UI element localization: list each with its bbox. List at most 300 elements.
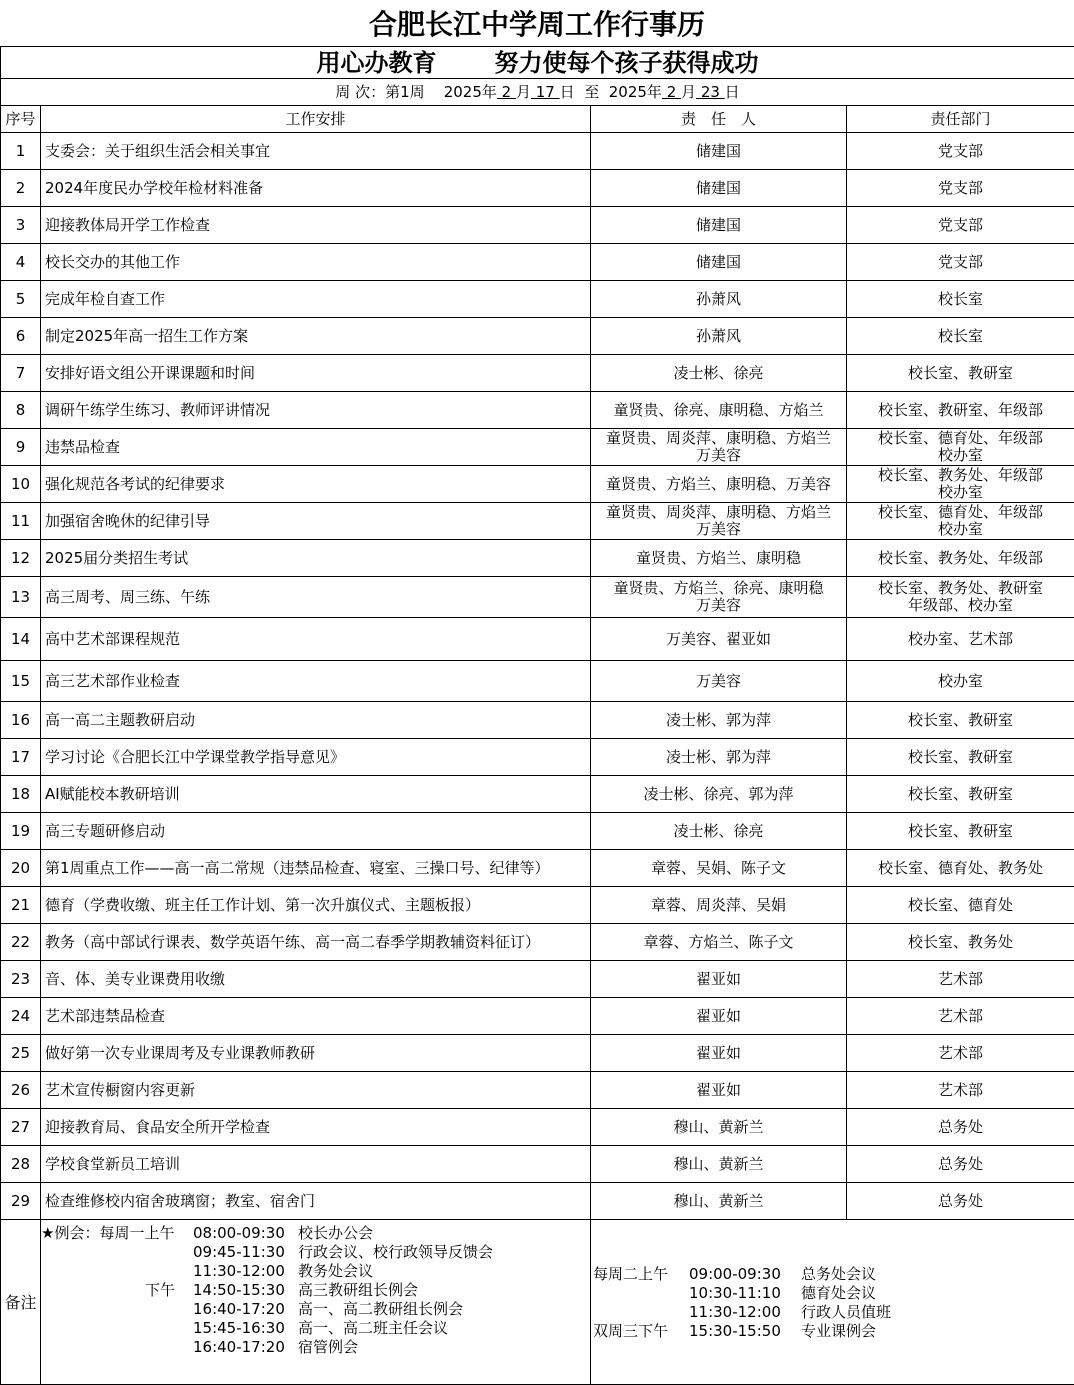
row-dept-value: 校长室、教研室 [907,710,1013,729]
row-seq-value: 6 [15,326,26,345]
row-person-value: 童贤贵、方焰兰、康明稳、万美容 [605,474,831,493]
row-person [591,318,847,355]
row-task-value: 高三专题研修启动 [45,821,166,840]
note-item: 高三教研组长例会 [298,1281,419,1299]
row-dept [847,887,1074,924]
row-task [41,850,591,887]
header-seq: 序号 [1,106,41,133]
note-prefix: 每周二上午 [593,1265,669,1283]
row-person [591,1183,847,1220]
start-year: 2025年 [443,82,497,101]
row-task [41,540,591,577]
row-dept-value: 校长室、教务处、教研室 [877,579,1043,597]
table-row [1,998,1074,1035]
row-person-value: 储建国 [695,178,741,197]
row-person-value: 万美容、翟亚如 [665,629,771,648]
table-row [1,355,1074,392]
row-seq [1,392,41,429]
row-task [41,661,591,702]
row-task-value: 迎接教体局开学工作检查 [45,215,211,234]
row-person-value: 童贤贵、周炎萍、康明稳、方焰兰 [605,503,831,521]
row-task-value: 第1周重点工作——高一高二常规（违禁品检查、寝室、三操口号、纪律等） [45,858,550,877]
row-person [591,1035,847,1072]
row-person [591,776,847,813]
row-seq-value: 14 [10,629,31,648]
row-seq [1,244,41,281]
row-seq-value: 17 [10,747,31,766]
row-dept-value: 总务处 [937,1191,983,1210]
row-person [591,850,847,887]
note-time: 09:00-09:30 [689,1265,781,1283]
row-person-value-2: 万美容 [695,446,741,464]
start-day: 17 [531,82,560,101]
row-task-value: 完成年检自查工作 [45,289,166,308]
row-dept-value: 艺术部 [937,1080,983,1099]
row-task [41,776,591,813]
row-dept [847,429,1074,466]
row-person-value: 童贤贵、方焰兰、康明稳 [635,548,801,567]
row-task-value: 检查维修校内宿舍玻璃窗；教室、宿舍门 [45,1191,316,1210]
row-dept-value: 艺术部 [937,1043,983,1062]
row-seq [1,887,41,924]
row-task [41,887,591,924]
row-dept [847,739,1074,776]
row-dept [847,207,1074,244]
row-task-value: 2025届分类招生考试 [45,548,189,567]
row-person-value: 凌士彬、徐亮 [673,821,764,840]
row-dept-value: 校长室 [937,326,983,345]
row-seq [1,618,41,661]
row-task [41,244,591,281]
row-dept-value: 校办室、艺术部 [907,629,1013,648]
table-row [1,887,1074,924]
row-task [41,961,591,998]
note-time: 09:45-11:30 [193,1243,285,1261]
table-row [1,776,1074,813]
row-seq [1,702,41,739]
row-seq-value: 29 [10,1191,31,1210]
table-row [1,540,1074,577]
row-task-value: 支委会：关于组织生活会相关事宜 [45,141,271,160]
row-seq-value: 25 [10,1043,31,1062]
row-seq-value: 27 [10,1117,31,1136]
row-seq [1,661,41,702]
row-dept-value: 党支部 [937,178,983,197]
week-row [1,79,1074,106]
row-seq [1,1072,41,1109]
note-item: 专业课例会 [801,1322,877,1340]
row-person [591,207,847,244]
row-person-value: 凌士彬、郭为萍 [665,710,771,729]
row-seq [1,318,41,355]
note-item: 总务处会议 [801,1265,877,1283]
row-task [41,1109,591,1146]
table-row [1,170,1074,207]
notes-row [1,1220,1074,1385]
row-person [591,924,847,961]
row-dept [847,850,1074,887]
row-dept [847,813,1074,850]
row-task [41,702,591,739]
week-label: 周 次： [335,82,386,101]
row-person-value: 储建国 [695,215,741,234]
row-task [41,170,591,207]
row-seq-value: 23 [10,969,31,988]
row-dept-value: 校长室、德育处、年级部 [877,429,1043,447]
row-person-value-2: 万美容 [695,520,741,538]
header-dept: 责任部门 [847,106,1074,133]
row-seq-value: 2 [15,178,26,197]
row-person-value: 凌士彬、郭为萍 [665,747,771,766]
row-task-value: 高中艺术部课程规范 [45,629,181,648]
schedule-table [0,46,1074,1385]
row-dept-value: 校长室、教务处、年级部 [877,548,1043,567]
row-person-value: 凌士彬、徐亮、郭为萍 [643,784,794,803]
row-task-value: 艺术宣传橱窗内容更新 [45,1080,196,1099]
row-person [591,466,847,503]
notes-weekly-meetings [41,1220,591,1385]
row-dept [847,577,1074,618]
note-item: 德育处会议 [801,1284,877,1302]
row-seq-value: 1 [15,141,26,160]
row-task [41,466,591,503]
row-dept [847,355,1074,392]
row-seq-value: 18 [10,784,31,803]
table-row [1,466,1074,503]
row-dept-value: 校长室、教研室、年级部 [877,400,1043,419]
notes-label: 备注 [1,1220,41,1385]
row-dept [847,661,1074,702]
header-person: 责 任 人 [591,106,847,133]
row-seq-value: 9 [15,437,26,456]
row-person-value: 孙萧风 [695,289,741,308]
table-row [1,244,1074,281]
row-dept-value: 校长室、德育处、年级部 [877,503,1043,521]
row-seq-value: 20 [10,858,31,877]
row-seq-value: 11 [10,511,31,530]
row-task [41,355,591,392]
start-day-char: 日 [559,82,575,101]
row-task-value: 安排好语文组公开课课题和时间 [45,363,256,382]
row-person-value: 翟亚如 [695,1080,741,1099]
end-year: 2025年 [608,82,662,101]
row-seq [1,577,41,618]
row-dept [847,170,1074,207]
row-seq [1,466,41,503]
row-dept [847,1072,1074,1109]
row-dept-value: 党支部 [937,215,983,234]
row-person [591,355,847,392]
start-month: 2 [496,82,516,101]
end-month: 2 [661,82,682,101]
start-month-char: 月 [515,82,531,101]
row-seq-value: 19 [10,821,31,840]
row-seq-value: 26 [10,1080,31,1099]
table-row [1,1146,1074,1183]
row-person-value: 童贤贵、周炎萍、康明稳、方焰兰 [605,429,831,447]
row-seq [1,998,41,1035]
row-task [41,577,591,618]
row-seq [1,739,41,776]
row-seq [1,813,41,850]
row-person-value-2: 万美容 [695,596,741,614]
row-dept-value: 校办室 [937,671,983,690]
row-task-value: 校长交办的其他工作 [45,252,181,271]
row-dept-value: 艺术部 [937,1006,983,1025]
table-row [1,618,1074,661]
row-task [41,1035,591,1072]
row-task [41,207,591,244]
table-row [1,702,1074,739]
row-person [591,281,847,318]
row-seq [1,961,41,998]
row-dept [847,1109,1074,1146]
row-dept [847,318,1074,355]
row-seq [1,170,41,207]
row-seq [1,1035,41,1072]
motto-left: 用心办教育 [316,48,437,77]
note-time: 08:00-09:30 [193,1224,285,1242]
row-person-value: 穆山、黄新兰 [673,1154,764,1173]
row-person [591,998,847,1035]
row-seq-value: 3 [15,215,26,234]
row-person [591,702,847,739]
note-item: 教务处会议 [298,1262,374,1280]
table-row [1,924,1074,961]
row-dept [847,1183,1074,1220]
end-day: 23 [696,82,725,101]
table-row [1,318,1074,355]
note-time: 11:30-12:00 [193,1262,285,1280]
row-task-value: 高一高二主题教研启动 [45,710,196,729]
row-task-value: 教务（高中部试行课表、数学英语午练、高一高二春季学期教辅资料征订） [45,932,541,951]
row-dept [847,244,1074,281]
row-dept [847,466,1074,503]
row-dept-value: 总务处 [937,1154,983,1173]
row-dept-value-2: 年级部、校办室 [907,596,1013,614]
row-person [591,661,847,702]
row-task-value: 加强宿舍晚休的纪律引导 [45,511,211,530]
row-task [41,739,591,776]
row-seq [1,924,41,961]
row-person [591,503,847,540]
row-dept-value: 校长室、教研室 [907,363,1013,382]
row-task-value: 做好第一次专业课周考及专业课教师教研 [45,1043,316,1062]
note-prefix: ★例会：每周一上午 [41,1224,175,1242]
table-row [1,577,1074,618]
row-dept-value: 校长室、教研室 [907,821,1013,840]
row-dept [847,702,1074,739]
row-person [591,170,847,207]
row-dept [847,540,1074,577]
note-time: 11:30-12:00 [689,1303,781,1321]
table-row [1,133,1074,170]
row-person [591,961,847,998]
row-dept-value: 校长室、德育处、教务处 [877,858,1043,877]
note-time: 16:40-17:20 [193,1338,285,1356]
row-person [591,429,847,466]
row-person [591,1109,847,1146]
row-person [591,813,847,850]
row-dept-value: 校长室 [937,289,983,308]
row-task [41,133,591,170]
table-row [1,1109,1074,1146]
row-seq [1,850,41,887]
row-task-value: 调研午练学生练习、教师评讲情况 [45,400,271,419]
note-prefix: 下午 [145,1281,176,1299]
row-dept-value-2: 校办室 [937,483,983,501]
row-task-value: 高三艺术部作业检查 [45,671,181,690]
table-row [1,1072,1074,1109]
row-task [41,318,591,355]
note-time: 14:50-15:30 [193,1281,285,1299]
row-person-value: 储建国 [695,141,741,160]
row-dept-value: 校长室、德育处 [907,895,1013,914]
header-task: 工作安排 [41,106,591,133]
row-person-value: 翟亚如 [695,1006,741,1025]
row-person-value: 凌士彬、徐亮 [673,363,764,382]
row-seq [1,503,41,540]
row-dept-value: 党支部 [937,252,983,271]
row-dept-value: 党支部 [937,141,983,160]
row-seq [1,1146,41,1183]
table-row [1,429,1074,466]
row-seq-value: 7 [15,363,26,382]
row-dept [847,1146,1074,1183]
row-dept [847,1035,1074,1072]
note-time: 16:40-17:20 [193,1300,285,1318]
row-person [591,540,847,577]
row-person-value: 章蓉、方焰兰、陈子文 [643,932,794,951]
note-item: 高一、高二班主任会议 [298,1319,449,1337]
table-row [1,281,1074,318]
motto-right: 努力使每个孩子获得成功 [494,48,759,77]
motto-row [1,47,1074,79]
row-seq-value: 22 [10,932,31,951]
notes-other-meetings [591,1220,1074,1385]
row-dept [847,776,1074,813]
row-person [591,1146,847,1183]
table-row [1,503,1074,540]
row-person [591,577,847,618]
row-seq [1,1183,41,1220]
row-task [41,1183,591,1220]
row-task [41,429,591,466]
row-seq [1,355,41,392]
row-dept-value: 校长室、教务处、年级部 [877,466,1043,484]
row-seq [1,1109,41,1146]
row-seq [1,207,41,244]
row-person [591,739,847,776]
row-seq-value: 8 [15,400,26,419]
row-seq [1,133,41,170]
row-seq-value: 13 [10,587,31,606]
table-row [1,739,1074,776]
row-person [591,392,847,429]
row-task-value: 音、体、美专业课费用收缴 [45,969,226,988]
row-task-value: 违禁品检查 [45,437,121,456]
row-dept [847,503,1074,540]
note-time: 15:45-16:30 [193,1319,285,1337]
row-task [41,998,591,1035]
row-person-value: 穆山、黄新兰 [673,1191,764,1210]
row-person-value: 万美容 [695,671,741,690]
note-item: 行政会议、校行政领导反馈会 [298,1243,494,1261]
row-dept [847,961,1074,998]
row-task-value: 艺术部违禁品检查 [45,1006,166,1025]
row-seq-value: 16 [10,710,31,729]
note-item: 校长办公会 [298,1224,374,1242]
page-title: 合肥长江中学周工作行事历 [368,8,705,41]
row-seq-value: 24 [10,1006,31,1025]
note-item: 宿管例会 [298,1338,359,1356]
table-row [1,661,1074,702]
header-row [1,106,1074,133]
row-task-value: AI赋能校本教研培训 [45,784,180,803]
row-person [591,887,847,924]
row-seq-value: 28 [10,1154,31,1173]
row-person-value: 储建国 [695,252,741,271]
row-task [41,281,591,318]
row-task-value: 高三周考、周三练、午练 [45,587,211,606]
row-dept-value: 校长室、教研室 [907,784,1013,803]
row-seq [1,540,41,577]
row-dept-value: 校长室、教务处 [907,932,1013,951]
row-task [41,924,591,961]
row-task [41,618,591,661]
row-dept [847,392,1074,429]
row-person-value: 孙萧风 [695,326,741,345]
row-task-value: 强化规范各考试的纪律要求 [45,474,226,493]
row-person [591,244,847,281]
row-dept-value: 总务处 [937,1117,983,1136]
week-number: 第1周 [385,82,425,101]
end-day-char: 日 [724,82,740,101]
row-task [41,1072,591,1109]
end-month-char: 月 [681,82,697,101]
row-task [41,503,591,540]
row-dept [847,924,1074,961]
table-row [1,813,1074,850]
row-dept-value-2: 校办室 [937,520,983,538]
row-seq [1,429,41,466]
row-task-value: 学习讨论《合肥长江中学课堂教学指导意见》 [45,747,346,766]
row-seq [1,281,41,318]
row-person-value: 童贤贵、方焰兰、徐亮、康明稳 [613,579,824,597]
row-seq-value: 10 [10,474,31,493]
note-item: 高一、高二教研组长例会 [298,1300,464,1318]
row-seq-value: 21 [10,895,31,914]
row-person-value: 章蓉、周炎萍、吴娟 [650,895,786,914]
week-range [1,79,1074,106]
row-seq-value: 15 [10,671,31,690]
table-row [1,850,1074,887]
note-item: 行政人员值班 [801,1303,892,1321]
row-task-value: 迎接教育局、食品安全所开学检查 [45,1117,271,1136]
row-person-value: 穆山、黄新兰 [673,1117,764,1136]
row-seq-value: 12 [10,548,31,567]
row-dept [847,281,1074,318]
table-row [1,1183,1074,1220]
row-dept [847,618,1074,661]
row-dept-value-2: 校办室 [937,446,983,464]
row-task-value: 学校食堂新员工培训 [45,1154,181,1173]
note-time: 15:30-15:50 [689,1322,781,1340]
row-task [41,392,591,429]
row-task [41,813,591,850]
row-person-value: 童贤贵、徐亮、康明稳、方焰兰 [613,400,824,419]
row-person-value: 翟亚如 [695,1043,741,1062]
